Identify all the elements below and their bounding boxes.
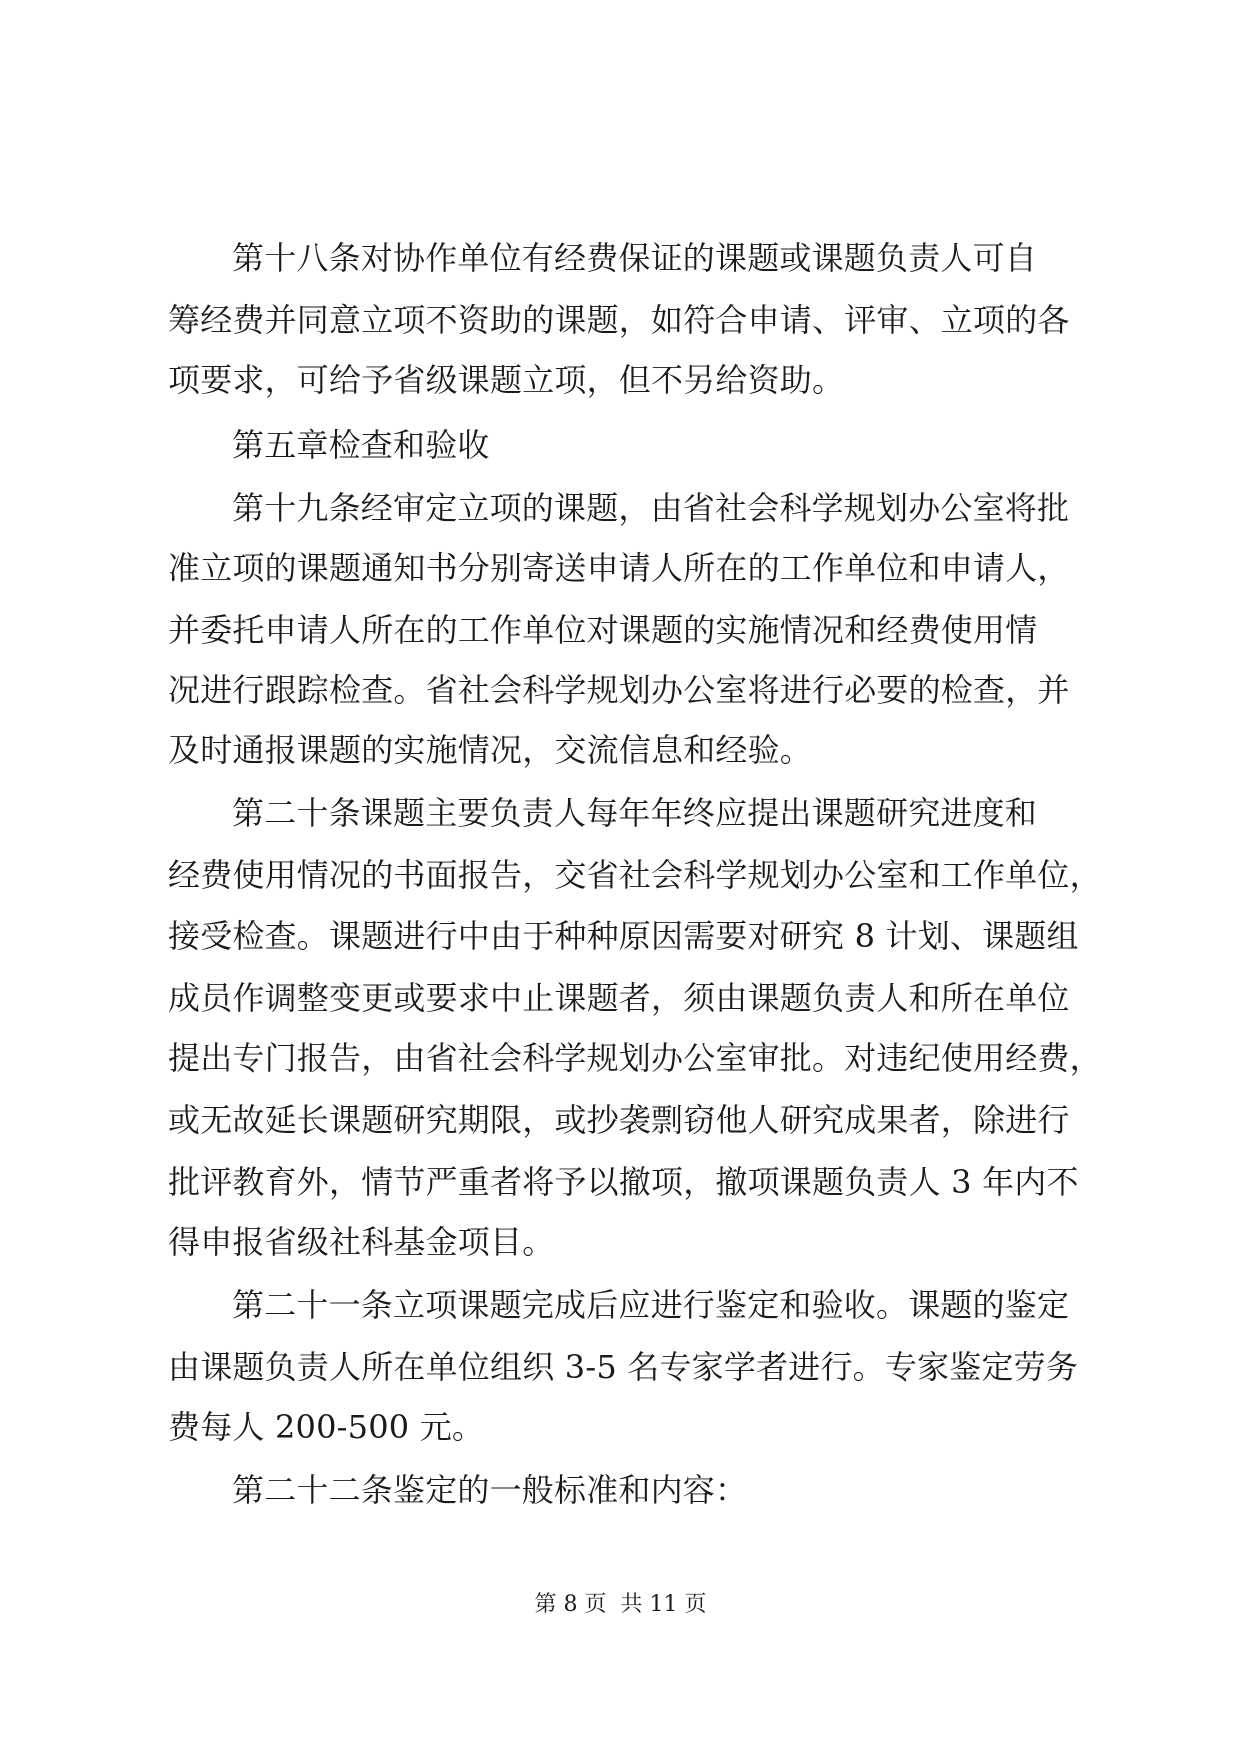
text-line: 第二十一条立项课题完成后应进行鉴定和验收。课题的鉴定	[232, 1286, 1070, 1324]
text-line: 经费使用情况的书面报告，交省社会科学规划办公室和工作单位，	[168, 856, 1102, 894]
text-line: 由课题负责人所在单位组织 3-5 名专家学者进行。专家鉴定劳务	[168, 1348, 1079, 1386]
text-line: 提出专门报告，由省社会科学规划办公室审批。对违纪使用经费，	[168, 1039, 1102, 1077]
text-line: 第二十条课题主要负责人每年年终应提出课题研究进度和	[232, 794, 1038, 832]
text-line: 第二十二条鉴定的一般标准和内容：	[232, 1471, 748, 1509]
text-line: 项要求，可给予省级课题立项，但不另给资助。	[168, 361, 845, 399]
text-line: 费每人 200-500 元。	[168, 1408, 485, 1446]
text-line: 第十八条对协作单位有经费保证的课题或课题负责人可自	[232, 239, 1038, 277]
text-line: 或无故延长课题研究期限，或抄袭剽窃他人研究成果者，除进行	[168, 1101, 1070, 1139]
page-number: 第 8 页	[534, 1592, 607, 1617]
text-line: 第十九条经审定立项的课题，由省社会科学规划办公室将批	[232, 489, 1070, 527]
text-line: 及时通报课题的实施情况，交流信息和经验。	[168, 731, 813, 769]
page-total: 共 11 页	[620, 1592, 707, 1617]
text-line: 得申报省级社科基金项目。	[168, 1223, 555, 1261]
text-line: 批评教育外，情节严重者将予以撤项，撤项课题负责人 3 年内不	[168, 1163, 1079, 1201]
text-line: 成员作调整变更或要求中止课题者，须由课题负责人和所在单位	[168, 979, 1070, 1017]
text-line: 筹经费并同意立项不资助的课题，如符合申请、评审、立项的各	[168, 301, 1070, 339]
text-line: 接受检查。课题进行中由于种种原因需要对研究 8 计划、课题组	[168, 917, 1079, 955]
text-line: 准立项的课题通知书分别寄送申请人所在的工作单位和申请人，	[168, 549, 1070, 587]
section-heading: 第五章检查和验收	[232, 426, 490, 464]
text-line: 并委托申请人所在的工作单位对课题的实施情况和经费使用情	[168, 611, 1038, 649]
page-footer	[0, 1590, 1241, 1620]
text-line: 况进行跟踪检查。省社会科学规划办公室将进行必要的检查，并	[168, 671, 1070, 709]
